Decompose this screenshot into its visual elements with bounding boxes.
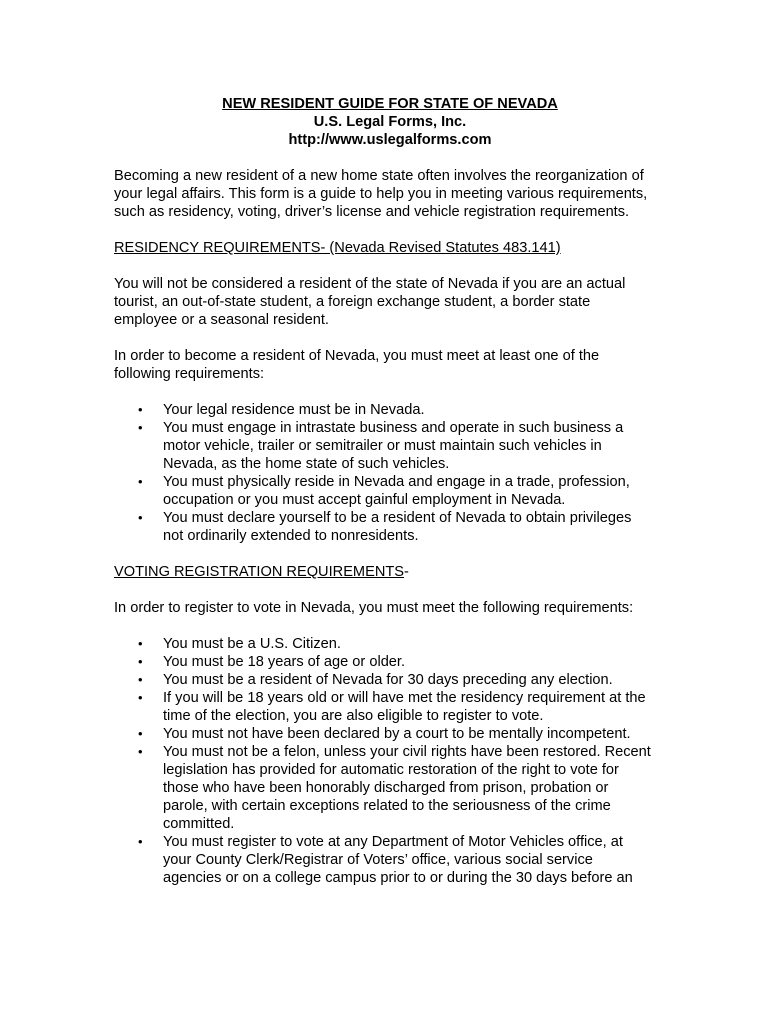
bullet-icon: •	[138, 636, 143, 651]
company-name: U.S. Legal Forms, Inc.	[313, 114, 467, 130]
bullet-icon: •	[138, 474, 143, 489]
bullet-icon: •	[138, 420, 143, 435]
bullet-icon: •	[138, 834, 143, 849]
bullet-icon: •	[138, 654, 143, 669]
document-title: NEW RESIDENT GUIDE FOR STATE OF NEVADA	[222, 96, 558, 112]
bullet-icon: •	[138, 744, 143, 759]
bullet-icon: •	[138, 726, 143, 741]
list-item: • Your legal residence must be in Nevada.	[138, 402, 425, 418]
list-item: • You must be a U.S. Citizen.	[138, 636, 341, 652]
voting-heading-text: VOTING REGISTRATION REQUIREMENTS	[114, 564, 405, 580]
list-item: • You must physically reside in Nevada and engage in a trade, profession, occupation or you must accept gainful employment in Nevada.	[138, 474, 630, 508]
voting-heading-suffix: -	[404, 564, 409, 580]
company-url: http://www.uslegalforms.com	[288, 132, 492, 148]
residency-paragraph-2: In order to become a resident of Nevada, you must meet at least one of the following requirements:	[114, 348, 600, 382]
list-item: • You must be 18 years of age or older.	[138, 654, 406, 670]
bullet-icon: •	[138, 510, 143, 525]
residency-paragraph-1: You will not be considered a resident of the state of Nevada if you are an actual tourist, an out-of-state student, a foreign exchange student, a border state employee or a seasonal resident.	[114, 276, 626, 328]
list-item: • You must be a resident of Nevada for 30 days preceding any election.	[138, 672, 613, 688]
document-header	[126, 95, 654, 149]
list-item: • You must engage in intrastate business and operate in such business a motor vehicle, trailer or semitrailer or must maintain such vehicles in Nevada, as the home state of such vehicles.	[138, 420, 624, 472]
list-item: • You must declare yourself to be a resident of Nevada to obtain privileges not ordinarily extended to nonresidents.	[138, 510, 632, 544]
voting-paragraph-1: In order to register to vote in Nevada, you must meet the following requirements:	[114, 600, 634, 616]
residency-heading: RESIDENCY REQUIREMENTS- (Nevada Revised Statutes 483.141)	[114, 240, 561, 256]
list-item: • You must register to vote at any Department of Motor Vehicles office, at your County Clerk/Registrar of Voters’ office, various social service agencies or on a college campus prior to or during the 30 days before an	[138, 834, 633, 886]
voting-heading	[114, 563, 654, 581]
list-item: • You must not have been declared by a court to be mentally incompetent.	[138, 726, 631, 742]
bullet-icon: •	[138, 402, 143, 417]
residency-requirements-list	[114, 401, 654, 545]
voting-requirements-list	[114, 635, 654, 887]
document-page	[114, 95, 654, 887]
bullet-icon: •	[138, 690, 143, 705]
bullet-icon: •	[138, 672, 143, 687]
intro-paragraph: Becoming a new resident of a new home state often involves the reorganization of your legal affairs. This form is a guide to help you in meeting various requirements, such as residency, voting, driver’s license and vehicle registration requirements.	[114, 168, 648, 220]
list-item: • You must not be a felon, unless your civil rights have been restored. Recent legislation has provided for automatic restoration of the right to vote for those who have been honorably discharged from prison, probation or parole, with certain exceptions related to the seriousness of the crime committed.	[138, 744, 651, 832]
list-item: • If you will be 18 years old or will have met the residency requirement at the time of the election, you are also eligible to register to vote.	[138, 690, 646, 724]
